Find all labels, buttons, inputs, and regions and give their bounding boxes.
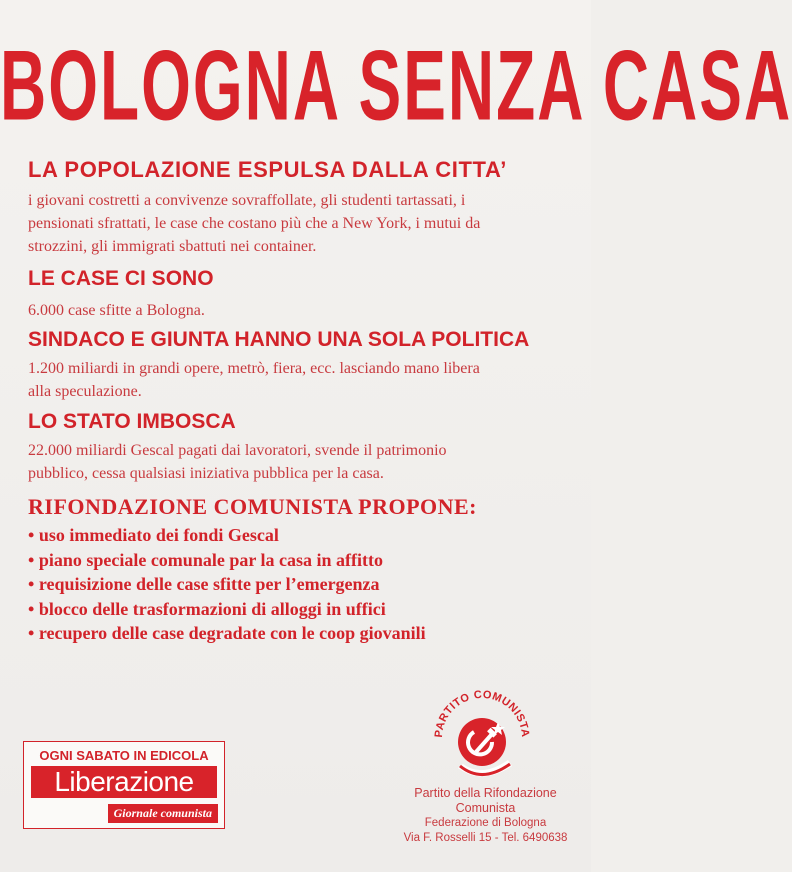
list-item: • blocco delle trasformazioni di alloggi in uffici [28,597,426,622]
liberazione-ad [23,741,225,829]
text-sindaco-giunta [28,357,568,403]
list-item: • piano speciale comunale par la casa in affitto [28,548,426,573]
text-case-ci-sono [28,299,568,322]
ad-subtitle: Giornale comunista [108,804,218,823]
text-popolazione [28,189,568,258]
party-logo-icon [430,680,534,784]
proposal-list [28,523,426,646]
ad-newspaper-name: Liberazione [31,766,217,798]
text-line: pubblico, cessa qualsiasi iniziativa pubblica per la casa. [28,465,384,482]
logo-text: PARTITO COMUNISTA [432,688,532,739]
party-name-2: Comunista [455,801,516,815]
text-line: 22.000 miliardi Gescal pagati dai lavoratori, svende il patrimonio [28,442,447,459]
poster-title: BOLOGNA SENZA CASA [0,29,792,142]
party-info [398,786,573,846]
list-item: • uso immediato dei fondi Gescal [28,523,426,548]
heading-stato-imbosca: LO STATO IMBOSCA [28,410,236,433]
party-address: Via F. Rosselli 15 - Tel. 6490638 [403,832,568,844]
text-line: 6.000 case sfitte a Bologna. [28,302,205,319]
federation-name: Federazione di Bologna [424,817,547,829]
text-line: 1.200 miliardi in grandi opere, metrò, fiera, ecc. lasciando mano libera [28,360,480,377]
heading-case-ci-sono: LE CASE CI SONO [28,267,214,290]
text-line: pensionati sfrattati, le case che costano più che a New York, i mutui da [28,215,481,232]
text-line: i giovani costretti a convivenze sovraffollate, gli studenti tartassati, i [28,192,466,209]
ad-tagline: OGNI SABATO IN EDICOLA [39,748,209,763]
text-line: alla speculazione. [28,383,142,400]
heading-sindaco-giunta: SINDACO E GIUNTA HANNO UNA SOLA POLITICA [28,328,530,351]
party-name: Partito della Rifondazione [414,786,557,800]
text-stato-imbosca [28,439,568,485]
list-item: • recupero delle case degradate con le coop giovanili [28,621,426,646]
heading-proposal: RIFONDAZIONE COMUNISTA PROPONE: [28,494,478,519]
text-line: strozzini, gli immigrati sbattuti nei container. [28,238,317,255]
heading-popolazione: LA POPOLAZIONE ESPULSA DALLA CITTA’ [28,157,507,182]
list-item: • requisizione delle case sfitte per l’emergenza [28,572,426,597]
